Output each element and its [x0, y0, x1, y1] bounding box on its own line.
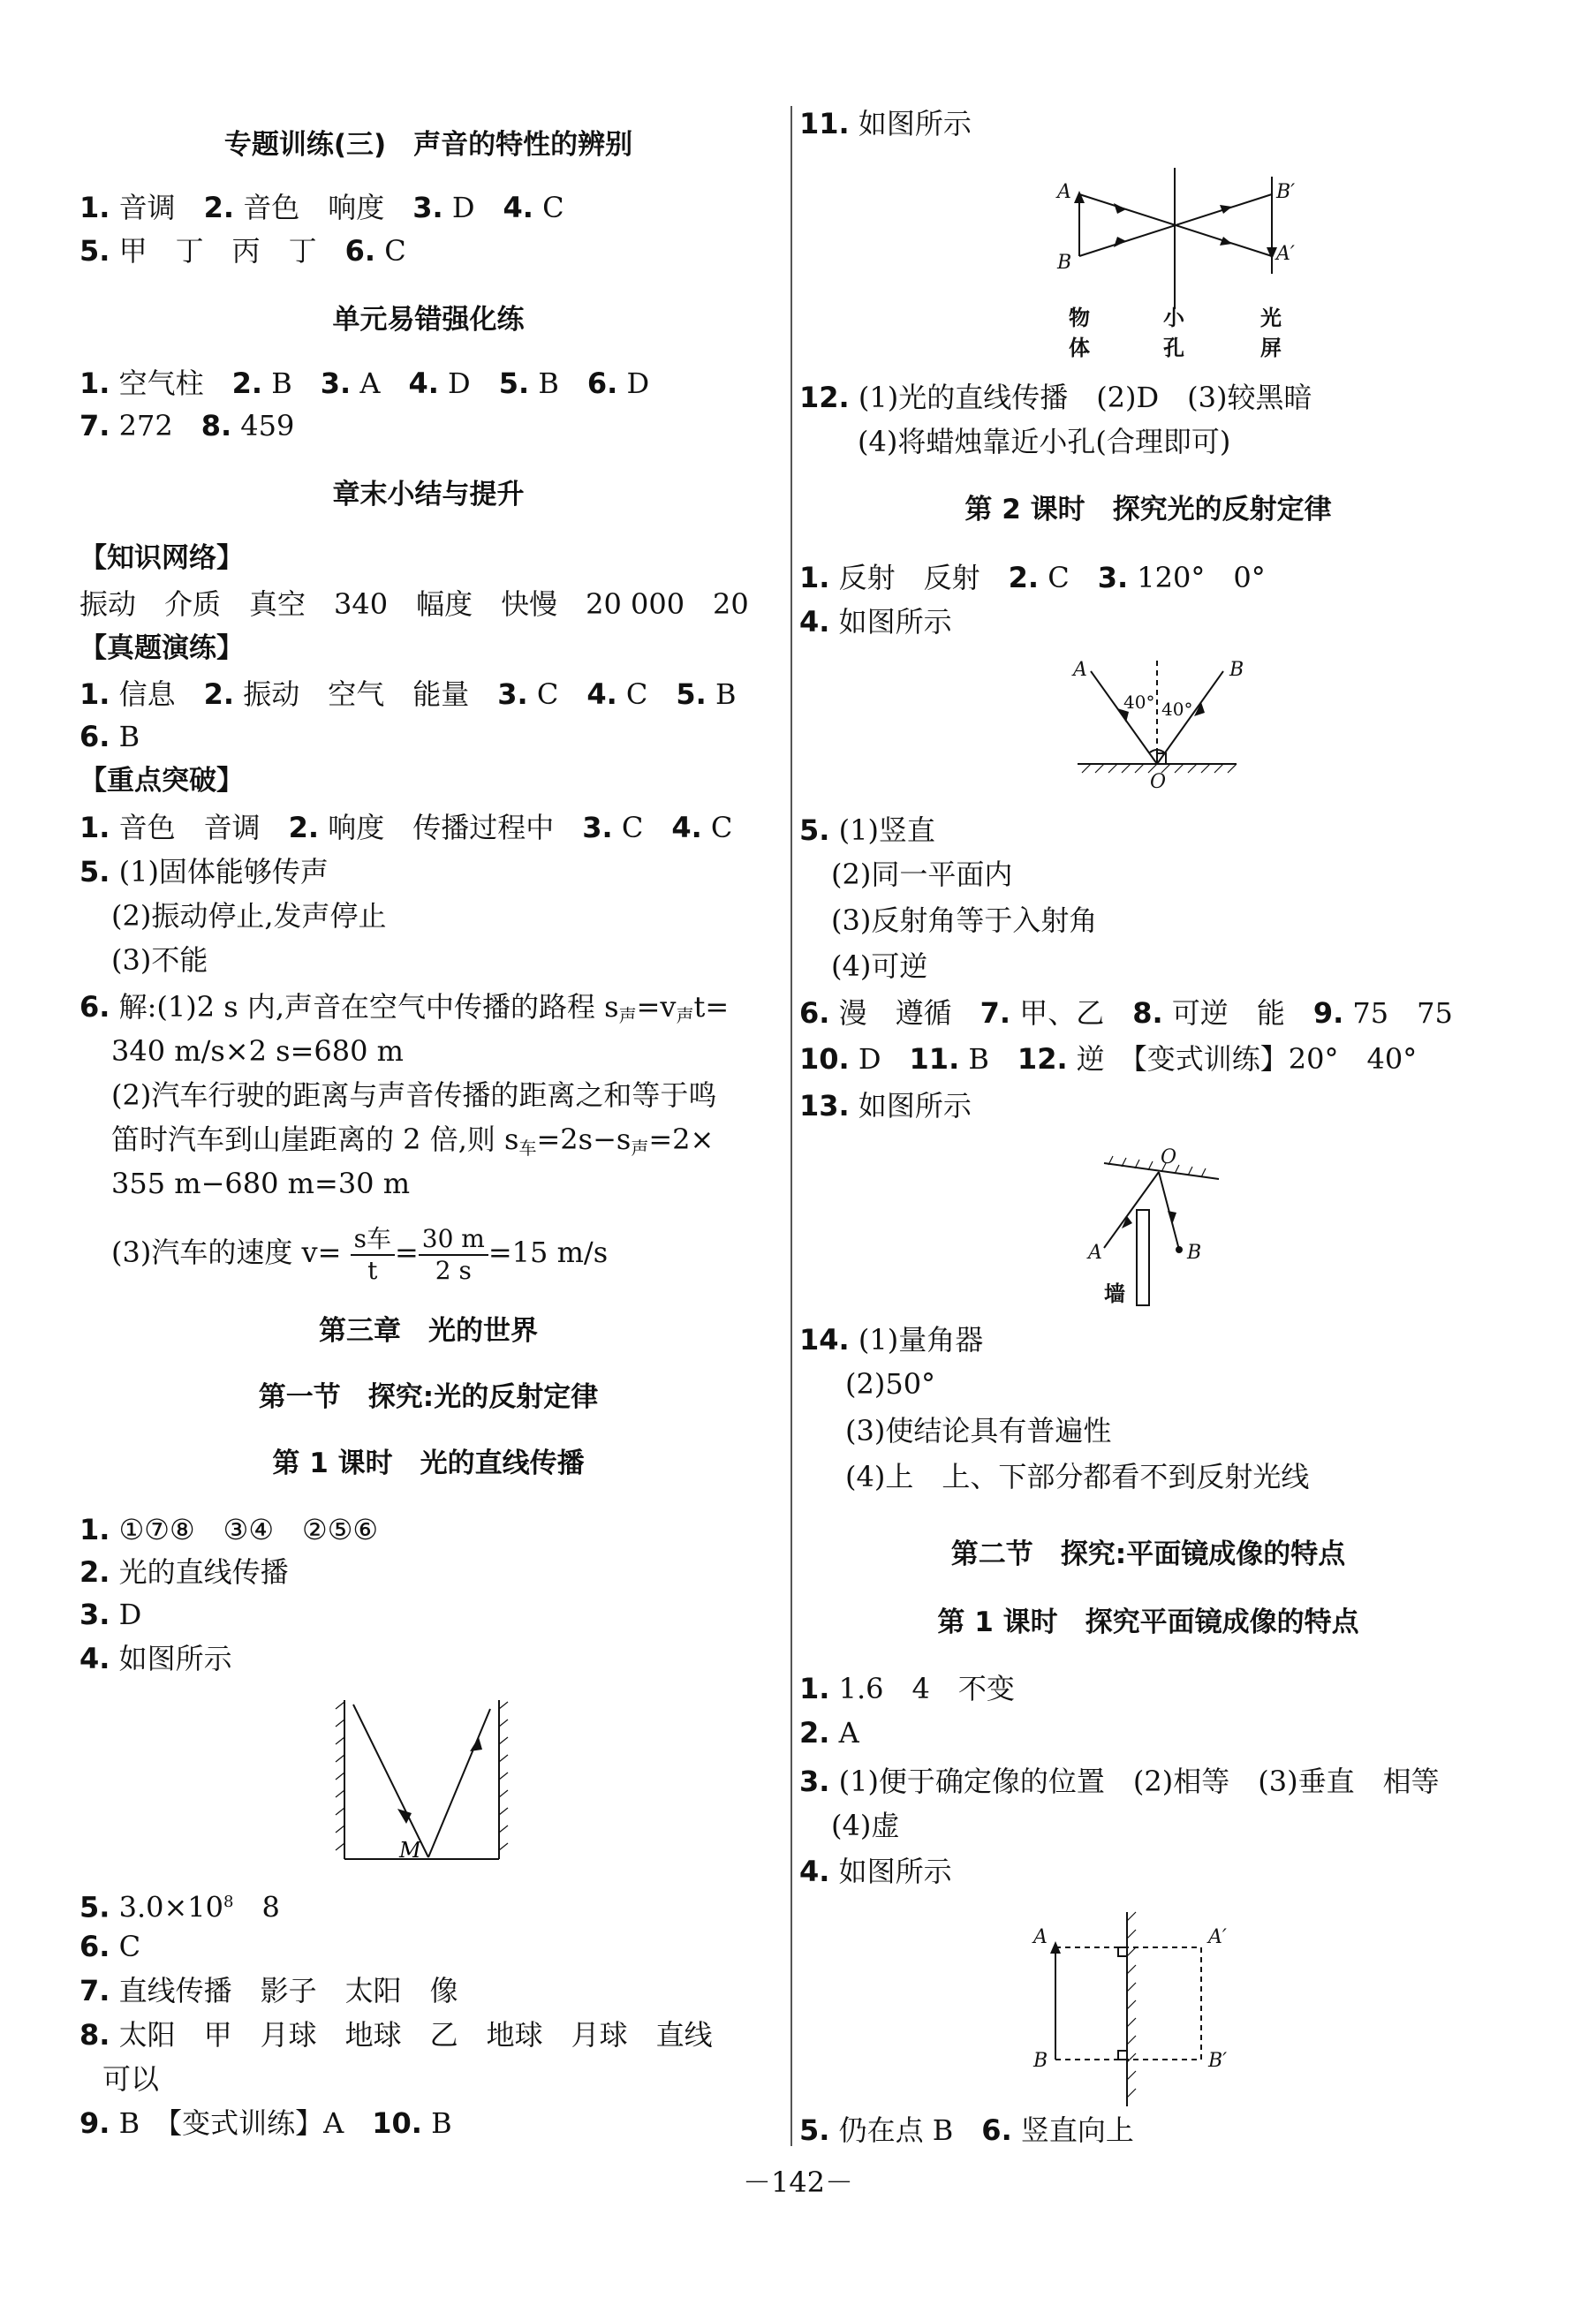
answer-line: 5. 仍在点 B 6. 竖直向上	[799, 2113, 1134, 2147]
heading-lesson1: 第 1 课时 光的直线传播	[272, 1448, 585, 1479]
svg-text:B: B	[1187, 1242, 1202, 1264]
svg-text:O: O	[1150, 771, 1167, 793]
subheading-key: 【重点突破】	[79, 765, 244, 797]
svg-text:A: A	[1088, 1242, 1102, 1264]
answer-line: 1. ①⑦⑧ ③④ ②⑤⑥	[79, 1513, 379, 1546]
answer-line: 6. 解:(1)2 s 内,声音在空气中传播的路程 $s_声=v_声t=$	[79, 990, 730, 1026]
answer-line: 10. D 11. B 12. 逆 【变式训练】20° 40°	[799, 1042, 1418, 1076]
subheading-exam: 【真题演练】	[79, 632, 244, 664]
answer-line: 11. 如图所示	[799, 107, 972, 140]
answer-line: 3. (1)便于确定像的位置 (2)相等 (3)垂直 相等	[799, 1765, 1440, 1798]
answer-line: 6. C	[79, 1930, 141, 1963]
heading-chapter3: 第三章 光的世界	[319, 1315, 538, 1347]
svg-text:光: 光	[1260, 306, 1282, 330]
answer-line: 13. 如图所示	[799, 1089, 972, 1123]
answer-line: 8. 太阳 甲 月球 地球 乙 地球 月球 直线	[79, 2018, 713, 2052]
answer-line: (2)同一平面内	[831, 858, 1013, 891]
svg-text:A′: A′	[1276, 243, 1295, 265]
svg-text:孔: 孔	[1163, 336, 1184, 360]
answer-line: 7. 272 8. 459	[79, 409, 295, 442]
answer-line-fraction: (3)汽车的速度 v= $\frac{\text{s车}}{t}$ = $\frac{30 m}{2 s}$ =15 m/s	[111, 1223, 609, 1285]
svg-text:A: A	[1057, 181, 1071, 203]
answer-line: 4. 如图所示	[799, 605, 952, 639]
subheading-knowledge: 【知识网络】	[79, 542, 244, 574]
svg-text:物: 物	[1069, 306, 1090, 330]
answer-line: 可以	[102, 2062, 160, 2096]
answer-line: 6. 漫 遵循 7. 甲、乙 8. 可逆 能 9. 75 75	[799, 996, 1453, 1030]
answer-line: 1. 信息 2. 振动 空气 能量 3. C 4. C 5. B	[79, 677, 737, 711]
answer-line: 2. A	[799, 1716, 859, 1750]
answer-line: 5. $3.0\times 10^8$ 8	[79, 1890, 280, 1924]
svg-text:40°: 40°	[1161, 699, 1193, 720]
figure-plane-mirror	[1025, 1908, 1237, 2111]
svg-text:A: A	[1033, 1926, 1048, 1948]
answer-line: 5. (1)固体能够传声	[79, 855, 329, 888]
answer-line: 1. 音调 2. 音色 响度 3. D 4. C	[79, 191, 564, 224]
svg-text:墙: 墙	[1104, 1281, 1125, 1306]
answer-line: 5. (1)竖直	[799, 813, 935, 847]
svg-text:屏: 屏	[1260, 336, 1282, 360]
figure-wall-mirror	[1086, 1144, 1228, 1320]
answer-line: (2)汽车行驶的距离与声音传播的距离之和等于鸣	[111, 1078, 717, 1112]
answer-line: 1. 音色 音调 2. 响度 传播过程中 3. C 4. C	[79, 811, 733, 844]
svg-text:B: B	[1229, 659, 1244, 681]
answer-line: 9. B 【变式训练】A 10. B	[79, 2106, 452, 2140]
answer-line: 340 m/s×2 s=680 m	[111, 1034, 404, 1068]
answer-line: (4)虚	[831, 1809, 900, 1842]
figure-light-reflection-box	[336, 1691, 512, 1868]
answer-line: 振动 介质 真空 340 幅度 快慢 20 000 20	[79, 587, 749, 621]
page-number: －142－	[742, 2166, 854, 2199]
answer-line: 7. 直线传播 影子 太阳 像	[79, 1974, 458, 2007]
svg-text:40°: 40°	[1123, 692, 1155, 713]
heading-special-training: 专题训练(三) 声音的特性的辨别	[223, 129, 633, 161]
svg-text:小: 小	[1163, 306, 1184, 330]
answer-line: 2. 光的直线传播	[79, 1555, 289, 1589]
svg-text:A: A	[1073, 659, 1087, 681]
answer-line: (3)使结论具有普遍性	[845, 1414, 1112, 1448]
answer-line: 1. 空气柱 2. B 3. A 4. D 5. B 6. D	[79, 367, 650, 400]
answer-line: 12. (1)光的直线传播 (2)D (3)较黑暗	[799, 381, 1312, 414]
answer-line: 355 m−680 m=30 m	[111, 1167, 411, 1200]
answer-line: (2)振动停止,发声停止	[111, 899, 387, 933]
svg-text:体: 体	[1069, 336, 1090, 360]
heading-section2: 第二节 探究:平面镜成像的特点	[950, 1538, 1346, 1570]
svg-text:B′: B′	[1208, 2050, 1228, 2072]
heading-chapter-summary: 章末小结与提升	[332, 479, 525, 510]
svg-text:A′: A′	[1208, 1926, 1227, 1948]
figure-reflection-law	[1069, 654, 1245, 795]
answer-line: 4. 如图所示	[799, 1855, 952, 1888]
answer-line: (3)不能	[111, 943, 208, 977]
answer-line: 14. (1)量角器	[799, 1323, 984, 1357]
answer-line: 3. D	[79, 1598, 142, 1631]
figure-pinhole-camera	[1055, 159, 1296, 371]
svg-text:B′: B′	[1276, 181, 1296, 203]
heading-lesson3: 第 1 课时 探究平面镜成像的特点	[937, 1606, 1359, 1638]
answer-line: 6. B	[79, 720, 140, 753]
column-divider	[790, 106, 792, 2146]
svg-text:B: B	[1057, 252, 1072, 274]
svg-text:O: O	[1161, 1146, 1177, 1168]
heading-lesson2: 第 2 课时 探究光的反射定律	[964, 494, 1332, 525]
answer-line: (4)可逆	[831, 949, 928, 983]
answer-line: 笛时汽车到山崖距离的 2 倍,则 $s_车=2s-s_声=2\times$	[111, 1123, 715, 1159]
answer-line: (3)反射角等于入射角	[831, 903, 1098, 937]
answer-line: (4)将蜡烛靠近小孔(合理即可)	[858, 425, 1231, 458]
svg-text:M: M	[399, 1838, 421, 1863]
answer-line: 1. 反射 反射 2. C 3. 120° 0°	[799, 561, 1266, 594]
svg-text:B: B	[1033, 2050, 1048, 2072]
answer-line: (4)上 上、下部分都看不到反射光线	[845, 1460, 1310, 1493]
answer-line: 1. 1.6 4 不变	[799, 1672, 1015, 1705]
answer-line: 4. 如图所示	[79, 1642, 232, 1675]
answer-line: (2)50°	[845, 1367, 936, 1401]
heading-unit-error: 单元易错强化练	[332, 304, 525, 336]
answer-line: 5. 甲 丁 丙 丁 6. C	[79, 234, 406, 268]
heading-section1: 第一节 探究:光的反射定律	[258, 1381, 599, 1413]
